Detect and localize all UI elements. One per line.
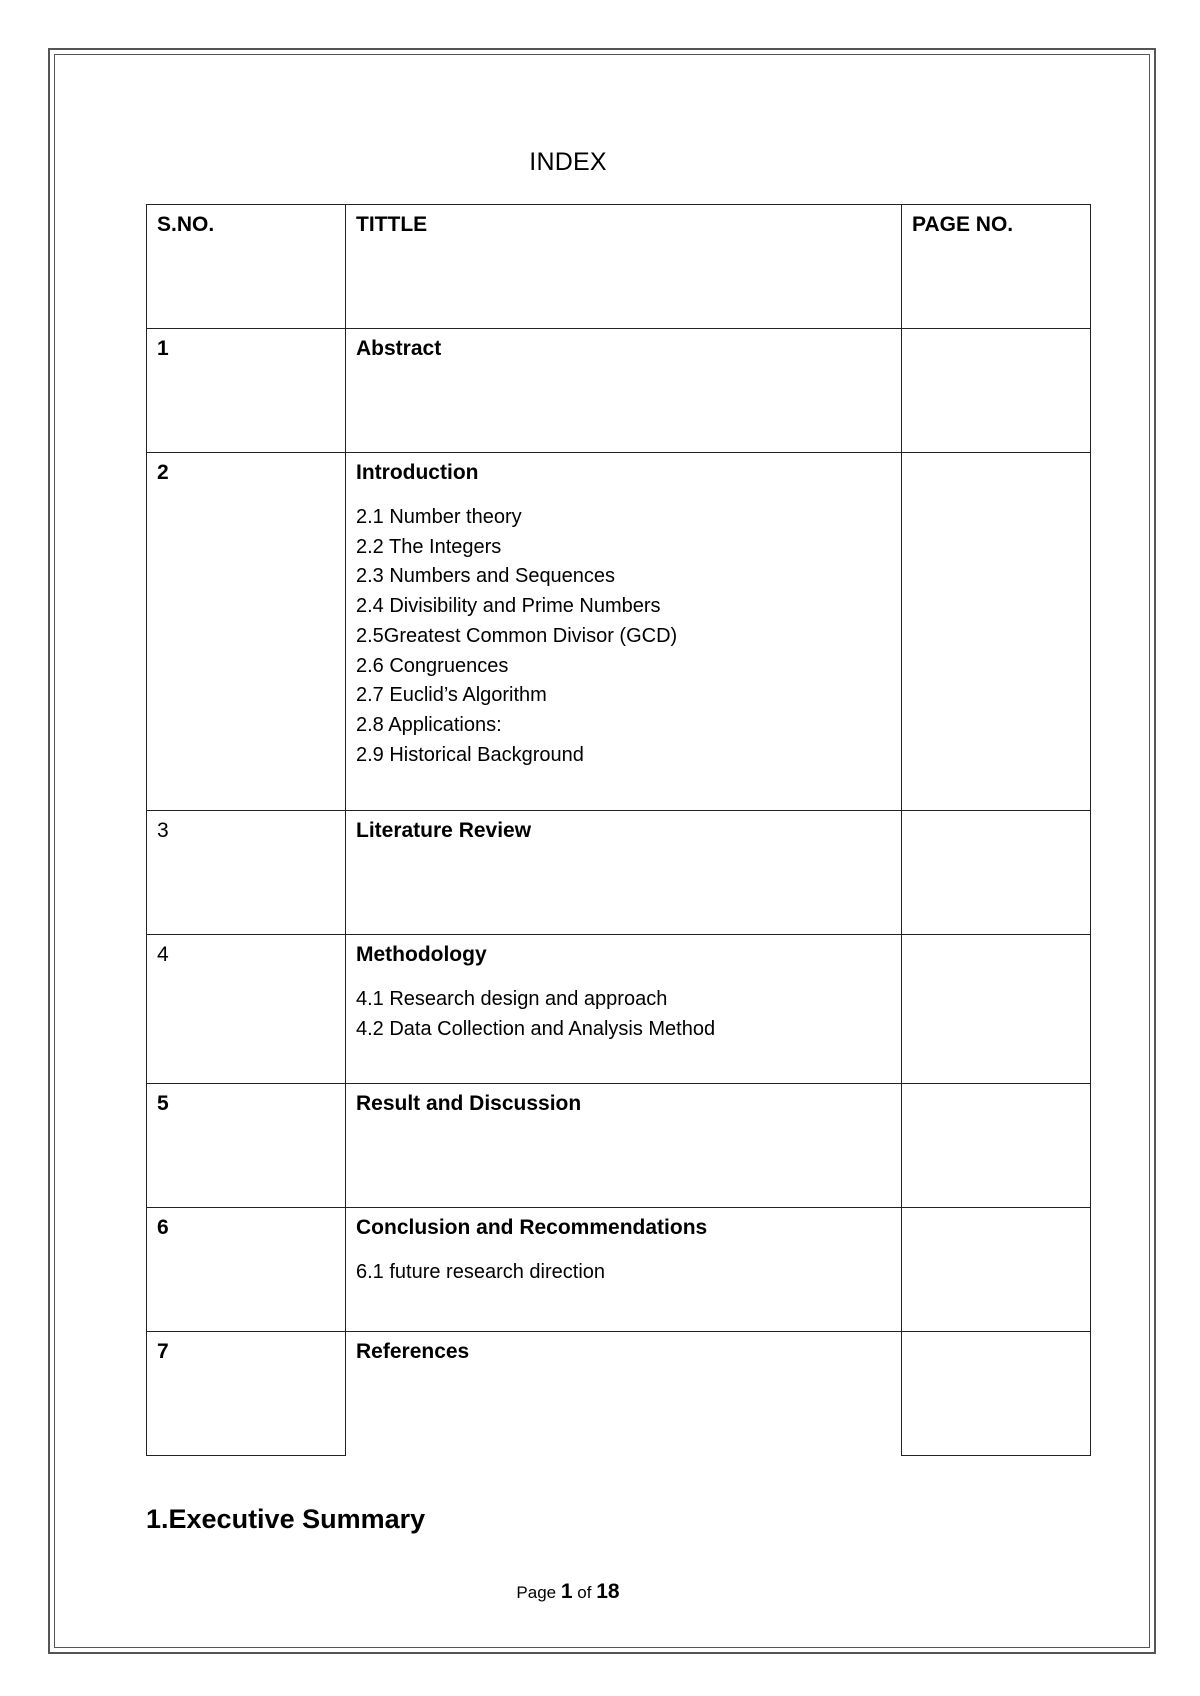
- table-header-row: [147, 205, 1091, 329]
- table-row: [147, 453, 1091, 811]
- row-title-cell: [346, 811, 902, 935]
- table-row: [147, 1208, 1091, 1332]
- subsection-item: 4.2 Data Collection and Analysis Method: [356, 1017, 716, 1040]
- subsection-item: 2.8 Applications:: [356, 713, 502, 736]
- row-title: Abstract: [356, 337, 442, 360]
- table-row: [147, 935, 1091, 1084]
- table-row: [147, 1084, 1091, 1208]
- subsection-item: 2.7 Euclid’s Algorithm: [356, 684, 547, 707]
- row-title: Result and Discussion: [356, 1092, 582, 1115]
- row-page: [902, 935, 1091, 1084]
- header-page-no: PAGE NO.: [902, 205, 1091, 329]
- row-page: [902, 329, 1091, 453]
- row-title: References: [356, 1340, 470, 1363]
- row-title: Methodology: [356, 943, 487, 966]
- row-sno: 6: [147, 1208, 346, 1332]
- subsection-item: 6.1 future research direction: [356, 1261, 606, 1283]
- row-sno: 1: [147, 329, 346, 453]
- index-table: [146, 204, 1091, 1456]
- table-row: [147, 811, 1091, 935]
- row-title-cell: [346, 1332, 902, 1456]
- footer-current-page: 1: [560, 1580, 573, 1603]
- subsection-list: [356, 1258, 891, 1288]
- row-title-cell: [346, 1208, 902, 1332]
- row-page: [902, 1332, 1091, 1456]
- subsection-item: 2.1 Number theory: [356, 506, 522, 528]
- row-title-cell: [346, 329, 902, 453]
- header-sno: S.NO.: [147, 205, 346, 329]
- row-page: [902, 1208, 1091, 1332]
- row-title: Conclusion and Recommendations: [356, 1216, 708, 1239]
- row-sno: 3: [147, 811, 346, 935]
- subsection-item: 2.4 Divisibility and Prime Numbers: [356, 595, 661, 618]
- subsection-item: 2.9 Historical Background: [356, 743, 584, 766]
- footer-total-pages: 18: [596, 1580, 620, 1603]
- table-row: [147, 1332, 1091, 1456]
- row-sno: 5: [147, 1084, 346, 1208]
- subsection-item: 2.6 Congruences: [356, 654, 509, 677]
- table-row: [147, 329, 1091, 453]
- row-page: [902, 1084, 1091, 1208]
- row-title-cell: [346, 1084, 902, 1208]
- row-sno: 4: [147, 935, 346, 1084]
- subsection-item: 2.2 The Integers: [356, 535, 502, 558]
- subsection-item: 2.5Greatest Common Divisor (GCD): [356, 624, 678, 647]
- row-sno: 2: [147, 453, 346, 811]
- footer-separator: of: [577, 1583, 592, 1602]
- subsection-item: 2.3 Numbers and Sequences: [356, 565, 616, 588]
- page-title: INDEX: [529, 148, 607, 176]
- page-footer: [0, 1580, 1136, 1604]
- subsection-list: [356, 503, 891, 770]
- row-page: [902, 811, 1091, 935]
- row-sno: 7: [147, 1332, 346, 1456]
- subsection-item: 4.1 Research design and approach: [356, 988, 668, 1010]
- row-title-cell: [346, 453, 902, 811]
- footer-prefix: Page: [516, 1583, 557, 1602]
- row-title: Introduction: [356, 461, 479, 484]
- section-heading: 1.Executive Summary: [146, 1504, 426, 1534]
- row-page: [902, 453, 1091, 811]
- row-title: Literature Review: [356, 819, 532, 842]
- header-title: TITTLE: [346, 205, 902, 329]
- subsection-list: [356, 985, 891, 1044]
- row-title-cell: [346, 935, 902, 1084]
